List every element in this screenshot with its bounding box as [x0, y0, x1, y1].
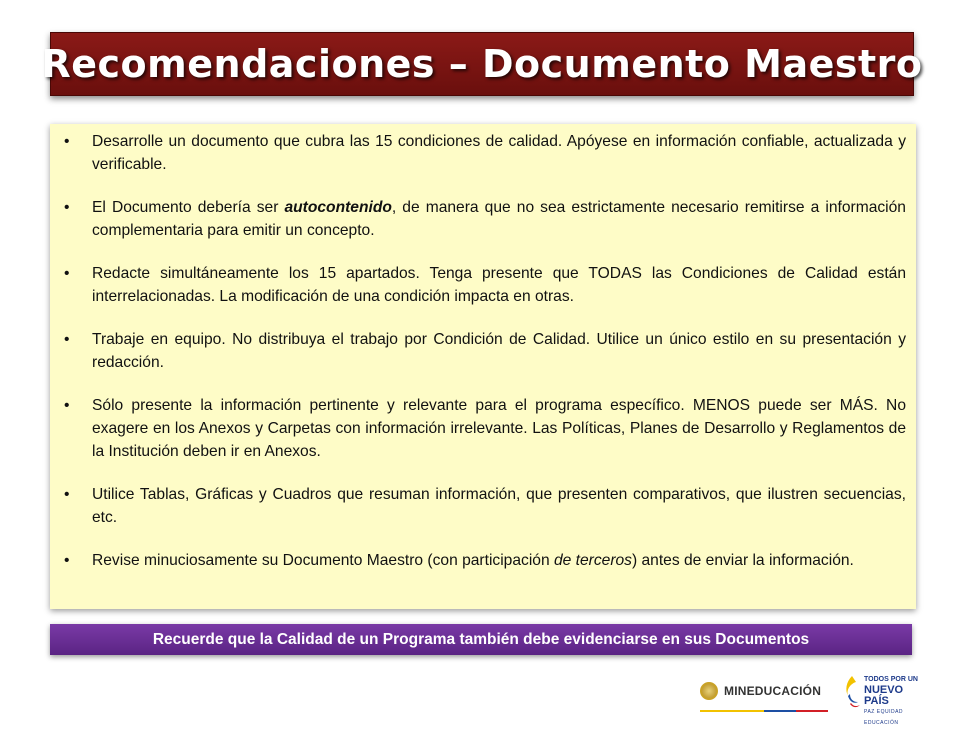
national-seal-icon [700, 682, 718, 700]
emphasis-de-terceros: de terceros [553, 552, 632, 569]
flag-stripe [700, 710, 828, 712]
nuevo-pais-mark-icon [842, 674, 862, 712]
page-title: Recomendaciones – Documento Maestro [41, 42, 923, 86]
list-item: • Utilice Tablas, Gráficas y Cuadros que resuman información, que presenten comparativos, que ilustren secuencias, etc. [64, 483, 906, 529]
list-item: • Trabaje en equipo. No distribuya el trabajo por Condición de Calidad. Utilice un único estilo en su presentación y redacción. [64, 328, 906, 374]
bullet-icon: • [64, 552, 70, 569]
recommendations-list [64, 130, 906, 572]
emphasis-autocontenido: autocontenido [284, 199, 392, 216]
nuevo-pais-text: TODOS POR UN NUEVO PAÍS PAZ EQUIDAD EDUCACIÓN [864, 676, 918, 726]
bullet-icon: • [64, 265, 70, 282]
mineducacion-logo [700, 676, 830, 706]
list-item: • Redacte simultáneamente los 15 apartados. Tenga presente que TODAS las Condiciones de Calidad están interrelacionadas. La modificación de una condición impacta en otras. [64, 262, 906, 308]
bullet-icon: • [64, 331, 70, 348]
footer-banner-text: Recuerde que la Calidad de un Programa también debe evidenciarse en sus Documentos [152, 630, 810, 648]
list-item: • El Documento debería ser autocontenido, de manera que no sea estrictamente necesario remitirse a información complementaria para emitir un concepto. [64, 196, 906, 242]
list-item: • Sólo presente la información pertinente y relevante para el programa específico. MENOS puede ser MÁS. No exagere en los Anexos y Carpetas con información irrelevante. Las Políticas, Planes de Desarrollo y Reglamentos de la Institución deben ir en Anexos. [64, 394, 906, 463]
bullet-icon: • [64, 199, 70, 216]
recommendations-box [50, 124, 916, 609]
title-banner [41, 32, 923, 96]
bullet-icon: • [64, 486, 70, 503]
list-item: • Revise minuciosamente su Documento Maestro (con participación de terceros) antes de enviar la información. [64, 549, 906, 572]
logo-strip [700, 668, 930, 726]
bullet-icon: • [64, 133, 70, 150]
list-item: • Desarrolle un documento que cubra las 15 condiciones de calidad. Apóyese en información confiable, actualizada y verificable. [64, 130, 906, 176]
nuevo-pais-logo [842, 670, 928, 726]
mineducacion-label: MINEDUCACIÓN [724, 684, 822, 698]
bullet-icon: • [64, 397, 70, 414]
footer-banner [50, 624, 912, 655]
